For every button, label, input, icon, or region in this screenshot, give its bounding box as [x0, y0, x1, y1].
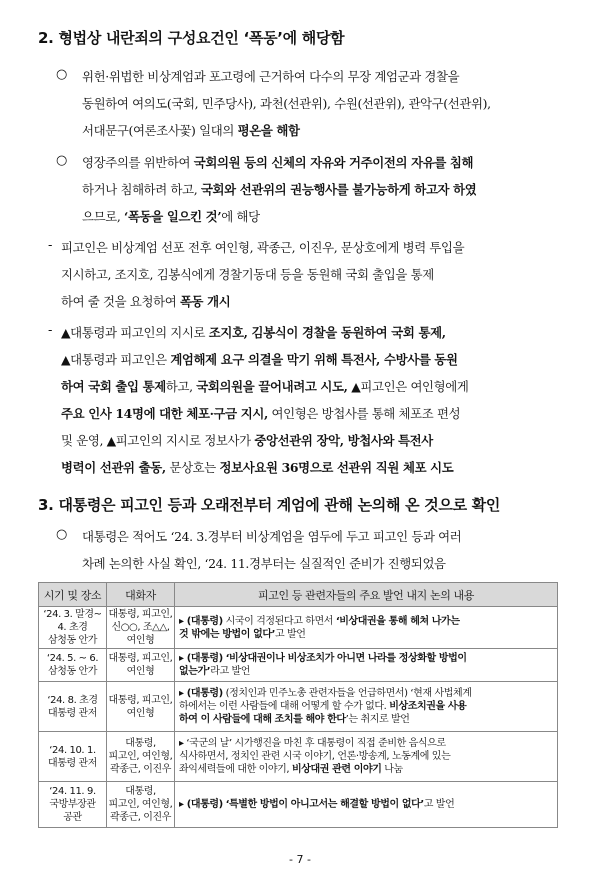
- section-3-heading: 3. 대통령은 피고인 등과 오래전부터 계엄에 관해 논의해 온 것으로 확인: [38, 496, 501, 514]
- cell-when: ‘24. 5. ~ 6. 삼청동 안가: [39, 649, 107, 682]
- table-row: [39, 649, 558, 682]
- column-header-content: 피고인 등 관련자들의 주요 발언 내지 논의 내용: [175, 583, 558, 607]
- cell-who: 대통령, 피고인, 여인형, 곽종근, 이진우: [107, 782, 175, 828]
- paragraph-line: ▲대통령과 피고인의 지시로 조지호, 김봉식이 경찰을 동원하여 국회 통제,: [61, 325, 446, 340]
- paragraph-line: 피고인은 비상계엄 선포 전후 여인형, 곽종근, 이진우, 문상호에게 병력 투입을: [61, 240, 465, 255]
- paragraph-line: 동원하여 여의도(국회, 민주당사), 과천(선관위), 수원(선관위), 관악구(선관위),: [82, 96, 491, 111]
- paragraph-line: 병력이 선관위 출동, 문상호는 정보사요원 36명으로 선관위 직원 체포 시도: [61, 460, 454, 475]
- column-header-who: 대화자: [107, 583, 175, 607]
- cell-when: ‘24. 11. 9. 국방부장관 공관: [39, 782, 107, 828]
- cell-when: ‘24. 8. 초경 대통령 관저: [39, 682, 107, 732]
- table-row: [39, 682, 558, 732]
- table-row: [39, 732, 558, 782]
- cell-content: ▸ (대통령) ‘비상대권이나 비상조치가 아니면 나라를 정상화할 방법이 없는가’라고 발언: [175, 649, 558, 682]
- table-row: [39, 607, 558, 649]
- table-row: [39, 782, 558, 828]
- paragraph-line: 하여 국회 출입 통제하고, 국회의원을 끌어내려고 시도, ▲피고인은 여인형에게: [61, 379, 469, 394]
- paragraph-line: 주요 인사 14명에 대한 체포·구금 지시, 여인형은 방첩사를 통해 체포조 편성: [61, 406, 461, 421]
- cell-who: 대통령, 피고인, 신○○, 조△△, 여인형: [107, 607, 175, 649]
- cell-content: ▸ (대통령) ‘특별한 방법이 아니고서는 해결할 방법이 없다’고 발언: [175, 782, 558, 828]
- bullet-dash: -: [48, 238, 53, 253]
- column-header-when: 시기 및 장소: [39, 583, 107, 607]
- paragraph-line: 영장주의를 위반하여 국회의원 등의 신체의 자유와 거주이전의 자유를 침해: [82, 155, 474, 170]
- table-header-row: [39, 583, 558, 607]
- bullet-circle: ○: [56, 527, 68, 542]
- paragraph-line: 으므로, ‘폭동을 일으킨 것’에 해당: [82, 209, 260, 224]
- paragraph-line: 차례 논의한 사실 확인, ‘24. 11.경부터는 실질적인 준비가 진행되었음: [82, 556, 446, 571]
- cell-content: ▸ (대통령) (정치인과 민주노총 관련자들을 언급하면서) ‘현재 사법체계 하에서는 이런 사람들에 대해 어떻게 할 수가 없다. 비상조치권을 사용 하여 이 사람들에 대해 조치를 해야 한다’는 취지로 발언: [175, 682, 558, 732]
- paragraph-line: 하거나 침해하려 하고, 국회와 선관위의 권능행사를 불가능하게 하고자 하였: [82, 182, 477, 197]
- paragraph-line: 하여 줄 것을 요청하여 폭동 개시: [61, 294, 231, 309]
- paragraph-line: 서대문구(여론조사꽃) 일대의 평온을 해함: [82, 123, 300, 138]
- page-number: - 7 -: [289, 853, 311, 866]
- cell-content: ▸ ‘국군의 날’ 시가행진을 마친 후 대통령이 직접 준비한 음식으로 식사하면서, 정치인 관련 시국 이야기, 언론·방송계, 노동계에 있는 좌익세력들에 대한 이야기, 비상대권 관련 이야기 나눔: [175, 732, 558, 782]
- cell-when: ‘24. 10. 1. 대통령 관저: [39, 732, 107, 782]
- paragraph-line: 및 운영, ▲피고인의 지시로 정보사가 중앙선관위 장악, 방첩사와 특전사: [61, 433, 433, 448]
- cell-who: 대통령, 피고인, 여인형: [107, 682, 175, 732]
- cell-who: 대통령, 피고인, 여인형, 곽종근, 이진우: [107, 732, 175, 782]
- discussion-table: [38, 582, 558, 828]
- bullet-circle: ○: [56, 67, 68, 82]
- cell-content: ▸ (대통령) 시국이 걱정된다고 하면서 ‘비상대권을 통해 헤쳐 나가는 것 밖에는 방법이 없다’고 발언: [175, 607, 558, 649]
- bullet-dash: -: [48, 323, 53, 338]
- paragraph-line: ▲대통령과 피고인은 계엄해제 요구 의결을 막기 위해 특전사, 수방사를 동원: [61, 352, 458, 367]
- cell-who: 대통령, 피고인, 여인형: [107, 649, 175, 682]
- paragraph-line: 대통령은 적어도 ‘24. 3.경부터 비상계엄을 염두에 두고 피고인 등과 여러: [82, 529, 462, 544]
- paragraph-line: 위헌·위법한 비상계엄과 포고령에 근거하여 다수의 무장 계엄군과 경찰을: [82, 69, 460, 84]
- paragraph-line: 지시하고, 조지호, 김봉식에게 경찰기동대 등을 동원해 국회 출입을 통제: [61, 267, 434, 282]
- bullet-circle: ○: [56, 153, 68, 168]
- section-2-heading: 2. 형법상 내란죄의 구성요건인 ‘폭동’에 해당함: [38, 29, 345, 47]
- cell-when: ‘24. 3. 말경~ 4. 초경 삼청동 안가: [39, 607, 107, 649]
